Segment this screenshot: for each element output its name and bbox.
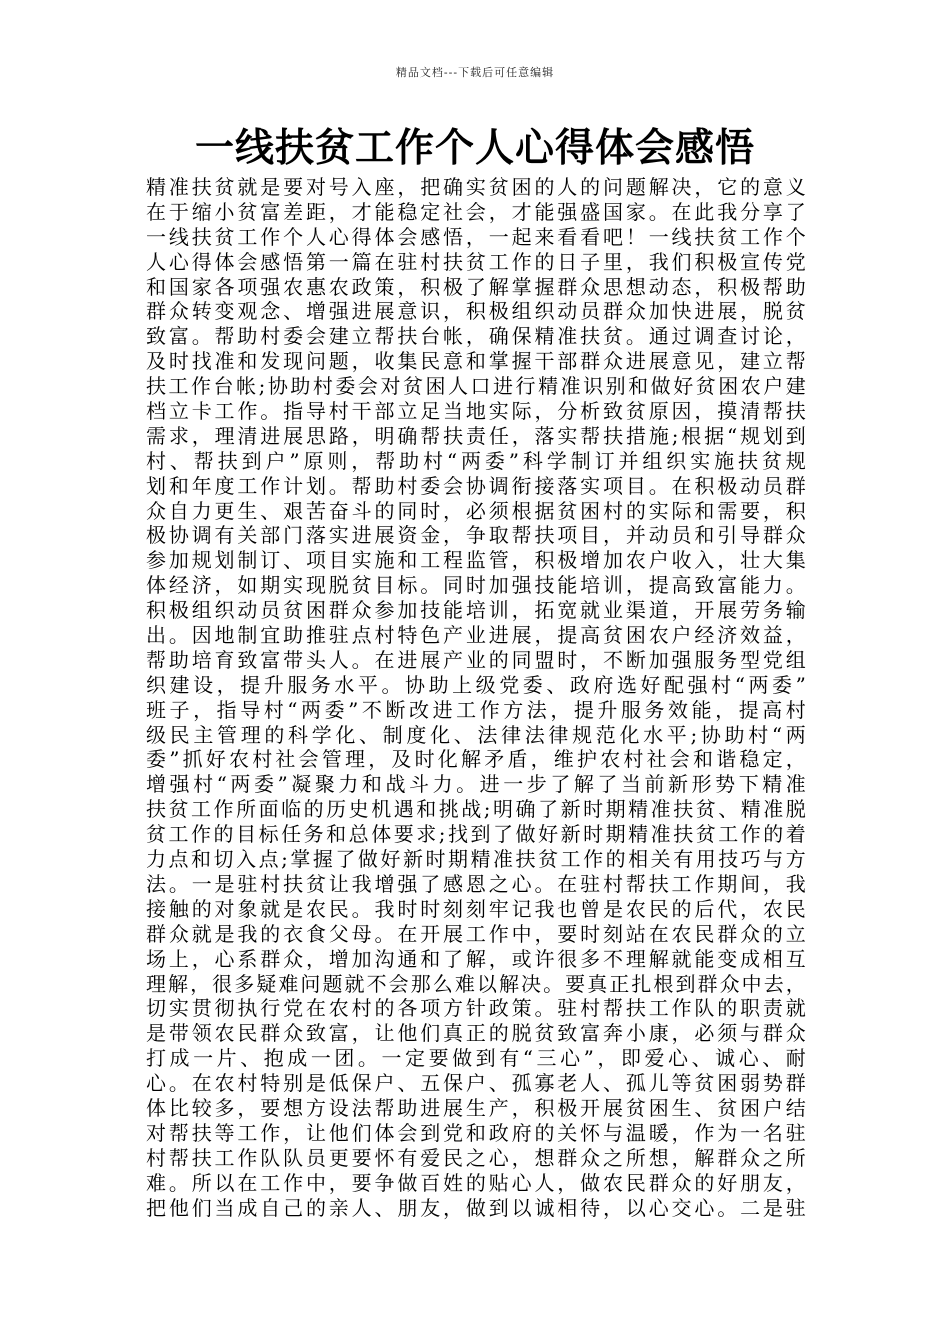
body-line: 和国家各项强农惠农政策，积极了解掌握群众思想动态，积极帮助 — [146, 274, 806, 299]
document-title: 一线扶贫工作个人心得体会感悟 — [194, 126, 755, 171]
body-line: 打成一片、抱成一团。一定要做到有“三心”，即爱心、诚心、耐 — [146, 1046, 806, 1071]
body-line: 体经济，如期实现脱贫目标。同时加强技能培训，提高致富能力。 — [146, 573, 806, 598]
body-line: 村帮扶工作队队员更要怀有爱民之心，想群众之所想，解群众之所 — [146, 1145, 806, 1170]
body-line: 扶贫工作所面临的历史机遇和挑战;明确了新时期精准扶贫、精准脱 — [146, 797, 806, 822]
body-line: 精准扶贫就是要对号入座，把确实贫困的人的问题解决，它的意义 — [146, 175, 806, 199]
body-line: 织建设，提升服务水平。协助上级党委、政府选好配强村“两委” — [146, 672, 806, 697]
body-line: 法。一是驻村扶贫让我增强了感恩之心。在驻村帮扶工作期间，我 — [146, 871, 806, 896]
body-line: 需求，理清进展思路，明确帮扶责任，落实帮扶措施;根据“规划到 — [146, 423, 806, 448]
body-line: 积极组织动员贫困群众参加技能培训，拓宽就业渠道，开展劳务输 — [146, 598, 806, 623]
body-line: 一线扶贫工作个人心得体会感悟，一起来看看吧！一线扶贫工作个 — [146, 224, 806, 249]
body-line: 群众转变观念、增强进展意识，积极组织动员群众加快进展，脱贫 — [146, 299, 806, 324]
body-line: 出。因地制宜助推驻点村特色产业进展，提高贫困农户经济效益， — [146, 623, 806, 648]
body-line: 增强村“两委”凝聚力和战斗力。进一步了解了当前新形势下精准 — [146, 772, 806, 797]
body-line: 对帮扶等工作，让他们体会到党和政府的关怀与温暖，作为一名驻 — [146, 1120, 806, 1145]
body-line: 划和年度工作计划。帮助村委会协调衔接落实项目。在积极动员群 — [146, 473, 806, 498]
body-line: 档立卡工作。指导村干部立足当地实际，分析致贫原因，摸清帮扶 — [146, 399, 806, 424]
body-line: 众自力更生、艰苦奋斗的同时，必须根据贫困村的实际和需要，积 — [146, 498, 806, 523]
body-line: 帮助培育致富带头人。在进展产业的同盟时，不断加强服务型党组 — [146, 647, 806, 672]
body-text — [146, 175, 806, 1220]
body-line: 把他们当成自己的亲人、朋友，做到以诚相待，以心交心。二是驻 — [146, 1195, 806, 1220]
body-line: 贫工作的目标任务和总体要求;找到了做好新时期精准扶贫工作的着 — [146, 822, 806, 847]
body-line: 极协调有关部门落实进展资金，争取帮扶项目，并动员和引导群众 — [146, 523, 806, 548]
body-line: 人心得体会感悟第一篇在驻村扶贫工作的日子里，我们积极宣传党 — [146, 249, 806, 274]
body-line: 是带领农民群众致富，让他们真正的脱贫致富奔小康，必须与群众 — [146, 1021, 806, 1046]
body-line: 体比较多，要想方设法帮助进展生产，积极开展贫困生、贫困户结 — [146, 1095, 806, 1120]
body-line: 切实贯彻执行党在农村的各项方针政策。驻村帮扶工作队的职责就 — [146, 996, 806, 1021]
body-line: 理解，很多疑难问题就不会那么难以解决。要真正扎根到群众中去， — [146, 971, 806, 996]
body-line: 心。在农村特别是低保户、五保户、孤寡老人、孤儿等贫困弱势群 — [146, 1071, 806, 1096]
body-line: 参加规划制订、项目实施和工程监管，积极增加农户收入，壮大集 — [146, 548, 806, 573]
body-line: 及时找准和发现问题，收集民意和掌握干部群众进展意见，建立帮 — [146, 349, 806, 374]
body-line: 接触的对象就是农民。我时时刻刻牢记我也曾是农民的后代，农民 — [146, 896, 806, 921]
body-line: 致富。帮助村委会建立帮扶台帐，确保精准扶贫。通过调查讨论， — [146, 324, 806, 349]
body-line: 村、帮扶到户”原则，帮助村“两委”科学制订并组织实施扶贫规 — [146, 448, 806, 473]
body-line: 场上，心系群众，增加沟通和了解，或许很多不理解就能变成相互 — [146, 946, 806, 971]
body-line: 级民主管理的科学化、制度化、法律法律规范化水平;协助村“两 — [146, 722, 806, 747]
header-note: 精品文档---下载后可任意编辑 — [395, 66, 555, 79]
body-line: 力点和切入点;掌握了做好新时期精准扶贫工作的相关有用技巧与方 — [146, 847, 806, 872]
body-line: 委”抓好农村社会管理，及时化解矛盾，维护农村社会和谐稳定， — [146, 747, 806, 772]
body-line: 难。所以在工作中，要争做百姓的贴心人，做农民群众的好朋友， — [146, 1170, 806, 1195]
body-line: 在于缩小贫富差距，才能稳定社会，才能强盛国家。在此我分享了 — [146, 199, 806, 224]
body-line: 班子，指导村“两委”不断改进工作方法，提升服务效能，提高村 — [146, 697, 806, 722]
body-line: 群众就是我的衣食父母。在开展工作中，要时刻站在农民群众的立 — [146, 921, 806, 946]
body-line: 扶工作台帐;协助村委会对贫困人口进行精准识别和做好贫困农户建 — [146, 374, 806, 399]
